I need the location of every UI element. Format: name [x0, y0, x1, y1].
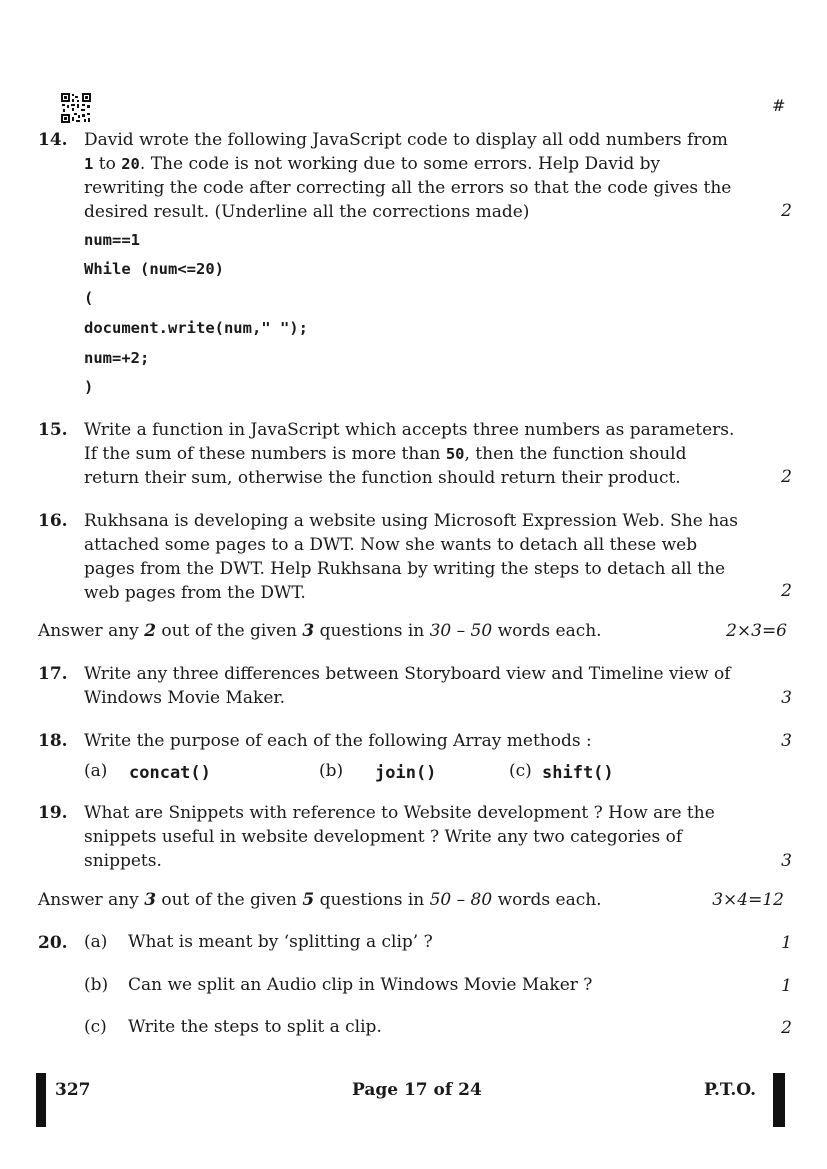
question-19-text: What are Snippets with reference to Website development ? How are the snippets useful in website development ? Write any two categories of snippets.: [84, 803, 715, 871]
question-15-text: Write a function in JavaScript which accepts three numbers as parameters. If the sum of these numbers is more than 50, then the function should return their sum, otherwise the function should return their product.: [84, 420, 735, 488]
question-17-marks: 3: [781, 688, 792, 708]
option-code: shift(): [542, 763, 614, 783]
question-17-text: Write any three differences between Storyboard view and Timeline view of Windows Movie Maker.: [84, 664, 731, 708]
page-number: Page 17 of 24: [352, 1080, 482, 1100]
question-15-marks: 2: [781, 467, 792, 487]
paper-code: 327: [55, 1080, 91, 1100]
section-instruction-long: Answer any 3 out of the given 5 questions in 50 – 80 words each.: [38, 890, 602, 910]
code-line: (: [84, 289, 94, 307]
question-14-marks: 2: [781, 201, 792, 221]
question-19-number: 19.: [38, 803, 68, 823]
question-14-number: 14.: [38, 130, 68, 150]
question-18-text: Write the purpose of each of the following Array methods :: [84, 731, 592, 751]
code-line: document.write(num," ");: [84, 319, 308, 337]
subpart-label: (c): [84, 1017, 107, 1037]
code-line: ): [84, 378, 94, 396]
question-14-text: David wrote the following JavaScript code to display all odd numbers from 1 to 20. The code is not working due to some errors. Help David by rewriting the code after correcting all the errors so that the code gives the desired result. (Underline all the corrections made): [84, 130, 732, 222]
option-code: concat(): [129, 763, 211, 783]
subpart-marks: 1: [781, 933, 792, 953]
subpart-label: (a): [84, 932, 108, 952]
subpart-text: What is meant by ‘splitting a clip’ ?: [128, 932, 433, 952]
please-turn-over: P.T.O.: [704, 1080, 756, 1100]
section-marks: 3×4=12: [712, 890, 784, 910]
footer-right-bar: [773, 1073, 785, 1127]
code-line: num==1: [84, 231, 140, 249]
option-code: join(): [375, 763, 437, 783]
question-18-number: 18.: [38, 731, 68, 751]
question-19-marks: 3: [781, 851, 792, 871]
question-16-text: Rukhsana is developing a website using Microsoft Expression Web. She has attached some pages to a DWT. Now she wants to detach all these web pages from the DWT. Help Rukhsana by writing the steps to detach all the web pages from the DWT.: [84, 511, 739, 603]
section-instruction-short: Answer any 2 out of the given 3 questions in 30 – 50 words each.: [38, 621, 602, 641]
question-18-marks: 3: [781, 731, 792, 751]
subpart-marks: 2: [781, 1018, 792, 1038]
code-line: num=+2;: [84, 349, 150, 367]
subpart-text: Write the steps to split a clip.: [128, 1017, 382, 1037]
section-marks: 2×3=6: [726, 621, 787, 641]
subpart-label: (b): [84, 975, 109, 995]
option-label: (b): [319, 761, 344, 781]
option-label: (c): [509, 761, 532, 781]
question-17-number: 17.: [38, 664, 68, 684]
page-hash-mark: #: [772, 96, 786, 115]
subpart-marks: 1: [781, 976, 792, 996]
question-15-number: 15.: [38, 420, 68, 440]
question-16-marks: 2: [781, 581, 792, 601]
question-20-number: 20.: [38, 933, 68, 953]
option-label: (a): [84, 761, 108, 781]
code-line: While (num<=20): [84, 260, 224, 278]
footer-left-bar: [36, 1073, 46, 1127]
qr-code-icon: [60, 92, 92, 124]
question-16-number: 16.: [38, 511, 68, 531]
subpart-text: Can we split an Audio clip in Windows Movie Maker ?: [128, 975, 593, 995]
